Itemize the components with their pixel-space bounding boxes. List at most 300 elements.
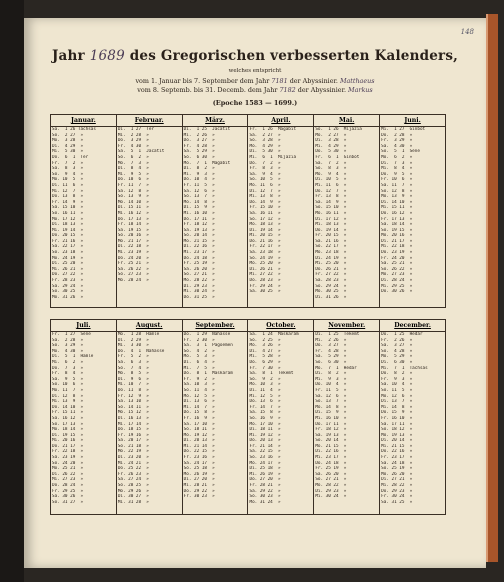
day-row: Di. 22 16 »	[315, 449, 347, 455]
day-row: Sa. 7 2 »	[315, 160, 347, 166]
day-row: Sa. 26 20 »	[315, 471, 347, 477]
day-row: Mi. 27 23 »	[52, 477, 84, 483]
day-row: Fr. 2 30 »	[183, 337, 215, 343]
day-row: Di. 14 10 »	[381, 199, 413, 205]
day-row: Mi. 7 5 »	[183, 365, 215, 371]
month-header: August.	[117, 320, 182, 332]
day-row: So. 23 18 »	[52, 250, 84, 256]
day-row: Fr. 14 7 »	[249, 404, 281, 410]
day-row: Do. 7 3 »	[52, 365, 84, 371]
day-row: Di. 25 18 »	[249, 466, 281, 472]
day-row: Mi. 28 22 »	[381, 483, 413, 489]
day-row: Fr. 7 30 »	[249, 365, 281, 371]
book-gutter	[0, 0, 24, 582]
day-row: Fr. 23 17 »	[381, 455, 413, 461]
day-row: Do. 9 5 »	[381, 171, 413, 177]
day-row: Mi. 23 19 »	[117, 250, 149, 256]
day-row: Mi. 9 5 »	[117, 171, 149, 177]
day-row: Mo. 24 19 »	[52, 255, 84, 261]
month-header: März.	[183, 115, 248, 127]
day-row: Sa. 9 5 »	[52, 376, 84, 382]
day-row: So. 7 4 »	[117, 365, 149, 371]
day-row: Do. 28 23 »	[249, 278, 281, 284]
day-row: Do. 8 2 »	[381, 371, 413, 377]
day-row: Do. 5 30 »	[315, 149, 347, 155]
month-column	[182, 320, 248, 514]
day-row: Fr. 21 16 »	[52, 238, 84, 244]
day-row: So. 4 2 »	[183, 348, 215, 354]
day-row: Do. 10 4 »	[315, 382, 347, 388]
day-row: Fr. 19 16 »	[117, 432, 149, 438]
day-row: Sa. 13 10 »	[117, 399, 149, 405]
day-row: Di. 25 20 »	[52, 261, 84, 267]
day-row: Mo. 26 19 »	[183, 471, 215, 477]
day-row: Sa. 2 28 »	[52, 337, 84, 343]
day-row: So. 12 8 »	[381, 188, 413, 194]
day-row: Mi. 12 7 »	[52, 188, 84, 194]
day-row: Mi. 26 21 »	[52, 266, 84, 272]
day-row: Mi. 9 3 »	[183, 171, 215, 177]
day-row: Sa. 15 8 »	[249, 410, 281, 416]
day-row: Fr. 24 20 »	[381, 255, 413, 261]
day-row: Fr. 3 29 »	[381, 138, 413, 144]
day-row: Fr. 1 27 Sene	[52, 332, 91, 337]
day-row: Mi. 16 12 »	[117, 210, 149, 216]
day-row: Mo. 23 18 »	[315, 250, 347, 256]
day-row: So. 11 4 »	[183, 387, 215, 393]
day-row: Do. 28 24 »	[52, 483, 84, 489]
day-row: Sa. 1 26 Tachsas	[52, 127, 96, 132]
day-row: Mo. 7 1 Magabit	[183, 160, 231, 166]
month-header: April.	[248, 115, 313, 127]
day-row: Sa. 2 27 »	[249, 132, 281, 138]
day-row: Mi. 19 14 »	[52, 227, 84, 233]
day-row: Mi. 14 7 »	[183, 404, 215, 410]
day-row: Do. 31 25 »	[183, 294, 215, 300]
day-row: So. 25 18 »	[183, 466, 215, 472]
day-row: Fr. 18 14 »	[117, 222, 149, 228]
day-row: So. 24 20 »	[52, 460, 84, 466]
correspondence-line-2	[24, 86, 486, 94]
day-row: Di. 6 30 »	[381, 359, 413, 365]
month-column	[247, 320, 313, 514]
day-row: So. 18 11 »	[183, 427, 215, 433]
day-row: Di. 22 16 »	[183, 244, 215, 250]
day-row: Di. 4 27 »	[249, 348, 281, 354]
day-row: Sa. 3 27 »	[381, 343, 413, 349]
day-row: Fr. 10 6 »	[381, 177, 413, 183]
day-row: Mo. 11 6 »	[249, 182, 281, 188]
day-row: Fr. 20 15 »	[315, 233, 347, 239]
day-row: Di. 27 20 »	[183, 477, 215, 483]
month-header: Mai.	[314, 115, 379, 127]
day-row: Di. 1 25 Jacatit	[183, 127, 231, 132]
day-row: Do. 30 26 »	[381, 289, 413, 295]
day-row: Mi. 28 21 »	[183, 483, 215, 489]
day-row: Mo. 14 8 »	[183, 199, 215, 205]
day-row: Mi. 13 8 »	[249, 194, 281, 200]
day-row: Fr. 29 25 »	[52, 488, 84, 494]
day-row: Mi. 11 6 »	[315, 182, 347, 188]
month-column	[379, 115, 445, 307]
day-row: So. 26 22 »	[381, 266, 413, 272]
day-row: Fr. 18 12 »	[315, 427, 347, 433]
day-row: Mi. 25 20 »	[315, 261, 347, 267]
day-row: Di. 20 14 »	[381, 438, 413, 444]
day-row: Sa. 12 6 »	[315, 393, 347, 399]
day-row: Mo. 24 17 »	[249, 460, 281, 466]
day-row: So. 25 19 »	[381, 466, 413, 472]
line2-prefix: vom 8. Septemb. bis 31. Decemb. dem Jahr	[137, 86, 278, 94]
day-row: So. 3 29 »	[52, 343, 84, 349]
day-row: Di. 15 9 »	[183, 205, 215, 211]
upper-half-table	[50, 114, 446, 308]
day-row: Fr. 25 21 »	[117, 261, 149, 267]
day-row: Sa. 10 4 »	[381, 382, 413, 388]
day-row: Do. 1 29 Nahasse	[183, 332, 231, 337]
day-row: Mo. 28 24 »	[117, 278, 149, 284]
day-row: Do. 13 6 »	[249, 399, 281, 405]
day-row: So. 9 2 »	[249, 376, 281, 382]
day-row: Sa. 4 30 »	[381, 143, 413, 149]
line2-suffix: der Abyssinier.	[297, 86, 346, 94]
day-row: Sa. 15 10 »	[52, 205, 84, 211]
day-row: Fr. 14 9 »	[52, 199, 84, 205]
day-row: Do. 21 17 »	[52, 443, 84, 449]
day-row: Mo. 17 10 »	[249, 421, 281, 427]
day-row: So. 2 25 »	[249, 337, 281, 343]
day-row: Sa. 17 10 »	[183, 421, 215, 427]
day-row: Sa. 31 25 »	[381, 499, 413, 505]
day-row: Fr. 9 3 »	[381, 376, 413, 382]
day-row: Mo. 16 11 »	[315, 210, 347, 216]
line1-suffix: der Abyssinier.	[289, 77, 338, 85]
day-row: Sa. 21 16 »	[315, 238, 347, 244]
day-row: Mi. 9 3 »	[315, 376, 347, 382]
day-row: Di. 5 1 Hamle	[52, 354, 94, 360]
day-row: Do. 12 7 »	[315, 188, 347, 194]
day-row: Do. 24 18 »	[315, 460, 347, 466]
day-row: Fr. 15 10 »	[249, 205, 281, 211]
day-row: Do. 13 8 »	[52, 194, 84, 200]
day-row: So. 29 24 »	[315, 283, 347, 289]
day-row: So. 20 14 »	[183, 233, 215, 239]
day-row: Sa. 11 7 »	[381, 182, 413, 188]
day-row: Di. 12 7 »	[249, 188, 281, 194]
day-row: Fr. 22 17 »	[249, 244, 281, 250]
epoch-label: (Epoche 1583 — 1699.)	[212, 99, 298, 107]
day-row: So. 27 21 »	[315, 477, 347, 483]
day-row: So. 23 16 »	[249, 455, 281, 461]
month-column	[313, 115, 379, 307]
day-row: Fr. 13 8 »	[315, 194, 347, 200]
day-row: Mi. 30 24 »	[183, 289, 215, 295]
day-row: Mi. 27 22 »	[249, 272, 281, 278]
day-row: Mi. 1 27 Ginbot	[381, 127, 426, 132]
day-row: Mo. 28 22 »	[183, 278, 215, 284]
day-row: Sa. 26 20 »	[183, 266, 215, 272]
day-row: Mo. 17 12 »	[52, 216, 84, 222]
day-row: Mo. 26 20 »	[381, 471, 413, 477]
day-row: Do. 27 22 »	[52, 272, 84, 278]
day-row: Mi. 18 13 »	[315, 222, 347, 228]
day-row: Fr. 11 5 »	[183, 182, 215, 188]
day-row: Sa. 8 1 Tekemt	[249, 371, 294, 377]
day-row: Mi. 13 9 »	[52, 399, 84, 405]
day-row: Do. 16 12 »	[381, 210, 413, 216]
day-row: So. 9 4 »	[52, 171, 84, 177]
day-row: Sa. 1 24 Maskaram	[249, 332, 299, 337]
day-row: Mo. 18 14 »	[52, 427, 84, 433]
day-row: Fr. 25 19 »	[183, 261, 215, 267]
page-title	[24, 48, 486, 64]
day-row: Mi. 4 29 »	[315, 143, 347, 149]
day-row: Sa. 12 8 »	[117, 188, 149, 194]
month-column	[51, 320, 116, 514]
day-row: Mo. 18 13 »	[249, 222, 281, 228]
day-row: Fr. 4 28 »	[315, 348, 347, 354]
day-row: Di. 8 2 »	[315, 371, 347, 377]
day-row: So. 6 2 »	[117, 154, 149, 160]
day-row: Mi. 30 24 »	[315, 494, 347, 500]
day-row: Do. 6 1 Ter	[52, 154, 89, 160]
day-row: So. 27 23 »	[117, 272, 149, 278]
day-row: Di. 23 20 »	[117, 455, 149, 461]
day-row: Di. 24 19 »	[315, 255, 347, 261]
day-row: Mi. 2 26 »	[183, 132, 215, 138]
day-row: Di. 10 5 »	[315, 177, 347, 183]
day-row: Di. 19 14 »	[249, 227, 281, 233]
month-column	[116, 320, 182, 514]
day-row: Mi. 21 15 »	[381, 443, 413, 449]
day-row: Fr. 18 12 »	[183, 222, 215, 228]
day-row: Mo. 20 16 »	[381, 233, 413, 239]
day-row: Sa. 3 1 Pagoemen	[183, 343, 233, 349]
day-row: Do. 1 25 Hedar	[381, 332, 423, 337]
day-row: So. 15 10 »	[315, 205, 347, 211]
day-row: Sa. 25 21 »	[381, 261, 413, 267]
correspondence-line-1	[24, 77, 486, 85]
day-row: So. 21 18 »	[117, 443, 149, 449]
day-row: Sa. 23 19 »	[52, 455, 84, 461]
day-row: Di. 15 11 »	[117, 205, 149, 211]
month-header: Februar.	[117, 115, 182, 127]
day-row: So. 4 28 »	[381, 348, 413, 354]
day-row: Fr. 1 26 Magabit	[249, 127, 297, 132]
day-row: So. 20 14 »	[315, 438, 347, 444]
day-row: Mo. 1 28 Hamle	[117, 332, 160, 337]
day-row: So. 5 1 Sene	[381, 149, 420, 155]
day-row: Sa. 28 23 »	[315, 278, 347, 284]
day-row: Di. 6 4 »	[183, 359, 215, 365]
day-row: Fr. 4 28 »	[183, 143, 215, 149]
day-row: Do. 26 21 »	[315, 266, 347, 272]
day-row: So. 6 30 »	[183, 154, 215, 160]
title-prefix: Jahr	[51, 48, 85, 64]
upper-months	[51, 115, 445, 307]
day-row: Do. 23 19 »	[381, 250, 413, 256]
day-row: Do. 24 18 »	[183, 255, 215, 261]
day-row: Do. 3 27 »	[183, 138, 215, 144]
day-row: Fr. 17 13 »	[381, 216, 413, 222]
day-row: Mo. 30 25 »	[315, 289, 347, 295]
month-header: December.	[380, 320, 445, 332]
day-row: Di. 4 29 »	[52, 143, 84, 149]
day-row: Di. 28 24 »	[381, 278, 413, 284]
day-row: Sa. 5 1 Jacatit	[117, 149, 165, 155]
day-row: Di. 15 9 »	[315, 410, 347, 416]
day-row: Sa. 22 17 »	[52, 244, 84, 250]
day-row: Di. 11 4 »	[249, 387, 281, 393]
day-row: Di. 31 26 »	[315, 294, 347, 300]
day-row: So. 30 23 »	[249, 494, 281, 500]
day-row: Sa. 26 22 »	[117, 266, 149, 272]
day-row: Do. 17 11 »	[183, 216, 215, 222]
day-row: Mo. 25 21 »	[52, 466, 84, 472]
day-row: Mo. 12 5 »	[183, 393, 215, 399]
day-row: Di. 19 15 »	[52, 432, 84, 438]
day-row: Fr. 4 30 »	[117, 143, 149, 149]
day-row: Sa. 20 17 »	[117, 438, 149, 444]
day-row: Sa. 24 17 »	[183, 460, 215, 466]
day-row: So. 16 9 »	[249, 415, 281, 421]
day-row: Do. 3 27 »	[315, 343, 347, 349]
day-row: So. 18 12 »	[381, 427, 413, 433]
day-row: Di. 13 6 »	[183, 399, 215, 405]
day-row: Di. 12 8 »	[52, 393, 84, 399]
day-row: Fr. 2 26 »	[381, 337, 413, 343]
day-row: Mi. 6 1 Mijazia	[249, 154, 297, 160]
day-row: Di. 26 22 »	[52, 471, 84, 477]
day-row: So. 16 11 »	[52, 210, 84, 216]
day-row: So. 13 7 »	[315, 399, 347, 405]
day-row: Mo. 4 30 »	[52, 348, 84, 354]
title-suffix: des Gregorischen verbesserten Kalenders,	[129, 48, 459, 64]
day-row: So. 17 12 »	[249, 216, 281, 222]
day-row: Mi. 23 17 »	[315, 455, 347, 461]
day-row: So. 10 5 »	[249, 177, 281, 183]
day-row: Mi. 10 7 »	[117, 382, 149, 388]
day-row: So. 11 5 »	[381, 387, 413, 393]
day-row: Di. 2 29 »	[117, 337, 149, 343]
day-row: Fr. 22 18 »	[52, 449, 84, 455]
day-row: Fr. 21 14 »	[249, 443, 281, 449]
day-row: Mi. 29 25 »	[381, 283, 413, 289]
month-column	[247, 115, 313, 307]
day-row: Di. 27 21 »	[381, 477, 413, 483]
day-row: Do. 8 1 Maskaram	[183, 371, 233, 377]
day-row: Fr. 29 24 »	[249, 283, 281, 289]
day-row: Do. 18 15 »	[117, 427, 149, 433]
day-row: Do. 22 16 »	[381, 449, 413, 455]
day-row: Sa. 18 14 »	[381, 222, 413, 228]
day-row: Sa. 22 15 »	[249, 449, 281, 455]
day-row: Mi. 15 11 »	[381, 205, 413, 211]
day-row: Fr. 8 3 »	[249, 166, 281, 172]
day-row: Sa. 5 29 »	[183, 149, 215, 155]
day-row: Do. 24 20 »	[117, 255, 149, 261]
day-row: Di. 1 27 Ter	[117, 127, 155, 132]
day-row: Sa. 24 18 »	[381, 460, 413, 466]
day-row: So. 6 30 »	[315, 359, 347, 365]
day-row: Mi. 17 14 »	[117, 421, 149, 427]
day-row: Mi. 3 30 »	[117, 343, 149, 349]
day-row: Di. 18 11 »	[249, 427, 281, 433]
day-row: So. 2 27 »	[52, 132, 84, 138]
day-row: So. 1 26 Mijazia	[315, 127, 362, 132]
day-row: Fr. 5 2 »	[117, 354, 149, 360]
day-row: Mo. 8 5 »	[117, 371, 149, 377]
day-row: Sa. 29 24 »	[52, 283, 84, 289]
day-row: Sa. 23 18 »	[249, 250, 281, 256]
day-row: So. 28 25 »	[117, 483, 149, 489]
day-row: Di. 29 23 »	[315, 488, 347, 494]
day-row: Di. 11 6 »	[52, 182, 84, 188]
month-header: November.	[314, 320, 379, 332]
month-header: Januar.	[51, 115, 116, 127]
day-row: Do. 14 9 »	[249, 199, 281, 205]
day-row: Di. 26 21 »	[249, 266, 281, 272]
day-row: Mo. 28 22 »	[315, 483, 347, 489]
day-row: Mo. 5 29 »	[381, 354, 413, 360]
day-row: Do. 14 10 »	[52, 404, 84, 410]
month-header: Juli.	[51, 320, 116, 332]
day-row: Di. 22 18 »	[117, 244, 149, 250]
day-row: Mi. 2 26 »	[315, 337, 347, 343]
day-row: Di. 20 13 »	[183, 438, 215, 444]
day-row: Mo. 19 12 »	[183, 432, 215, 438]
day-row: Sa. 9 4 »	[249, 171, 281, 177]
day-row: Mi. 24 21 »	[117, 460, 149, 466]
lower-months	[51, 320, 445, 514]
day-row: Mi. 31 28 »	[117, 499, 149, 505]
line1-name: Matthaeus	[339, 77, 375, 85]
day-row: Mi. 20 16 »	[52, 438, 84, 444]
day-row: Fr. 30 23 »	[183, 494, 215, 500]
day-row: Mo. 21 17 »	[117, 238, 149, 244]
day-row: Sa. 10 3 »	[183, 382, 215, 388]
day-row: Mo. 4 29 »	[249, 143, 281, 149]
day-row: Do. 20 15 »	[52, 233, 84, 239]
day-row: Mo. 7 3 »	[117, 160, 149, 166]
day-row: Mi. 2 28 »	[117, 132, 149, 138]
day-row: Di. 1 25 Tekemt	[315, 332, 360, 337]
line1-prefix: vom 1. Januar bis 7. September dem Jahr	[135, 77, 270, 85]
day-row: Fr. 8 4 »	[52, 371, 84, 377]
day-row: Mi. 12 5 »	[249, 393, 281, 399]
day-row: Di. 21 17 »	[381, 238, 413, 244]
day-row: Do. 6 29 »	[249, 359, 281, 365]
day-row: Fr. 23 16 »	[183, 455, 215, 461]
day-row: So. 13 7 »	[183, 194, 215, 200]
day-row: Di. 13 7 »	[381, 399, 413, 405]
subtitle: welches entspricht	[228, 68, 282, 74]
day-row: Di. 8 2 »	[183, 166, 215, 172]
line2-year: 7182	[279, 86, 296, 94]
day-row: Mo. 3 28 »	[52, 138, 84, 144]
day-row: So. 8 3 »	[315, 166, 347, 172]
day-row: Fr. 11 7 »	[117, 182, 149, 188]
day-row: So. 24 19 »	[249, 255, 281, 261]
day-row: So. 31 27 »	[52, 499, 84, 505]
day-row: Do. 17 11 »	[315, 421, 347, 427]
day-row: Mo. 7 1 Hedar	[315, 365, 357, 371]
day-row: Mi. 5 30 »	[52, 149, 84, 155]
day-row: Mi. 26 19 »	[249, 471, 281, 477]
day-row: Do. 27 20 »	[249, 477, 281, 483]
day-row: Mo. 27 23 »	[381, 272, 413, 278]
day-row: Mo. 31 26 »	[52, 294, 84, 300]
